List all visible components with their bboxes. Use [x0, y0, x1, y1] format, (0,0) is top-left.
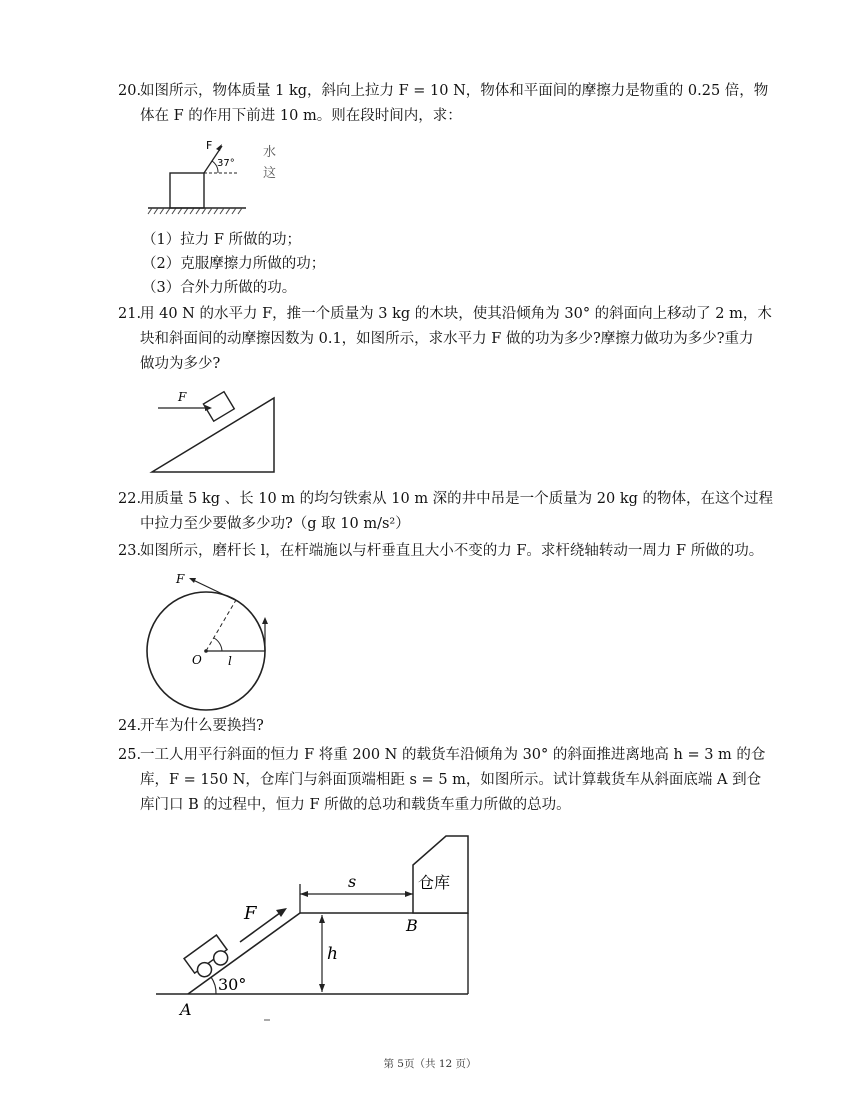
- question-text-line: 用质量 5 kg 、长 10 m 的均匀铁索从 10 m 深的井中吊是一个质量为 20 kg 的物体，在这个过程: [140, 491, 774, 507]
- question-text-line: 开车为什么要换挡?: [140, 718, 264, 734]
- figure-block-on-ground: [146, 136, 296, 218]
- question-number: 25.: [118, 747, 142, 763]
- question-text-line: 如图所示，物体质量 1 kg，斜向上拉力 F = 10 N，物体和平面间的摩擦力是物重的 0.25 倍，物: [140, 83, 769, 99]
- question-number: 21.: [118, 306, 142, 322]
- angle-label: 37°: [217, 158, 235, 169]
- question-22: [118, 487, 774, 537]
- side-char: 这: [263, 166, 277, 181]
- question-21: [118, 302, 772, 377]
- question-text-line: 中拉力至少要做多少功?（g 取 10 m/s²）: [140, 516, 410, 532]
- center-label: O: [192, 653, 202, 667]
- figure-cart-incline-warehouse: [150, 832, 480, 1026]
- question-text-line: 如图所示，磨杆长 l，在杆端施以与杆垂直且大小不变的力 F。求杆绕轴转动一周力 F 所做的功。: [140, 543, 764, 559]
- question-number: 22.: [118, 491, 142, 507]
- question-25: [118, 743, 768, 818]
- question-text-line: 用 40 N 的水平力 F，推一个质量为 3 kg 的木块，使其沿倾角为 30° 的斜面向上移动了 2 m，木: [140, 306, 772, 322]
- force-label: F: [176, 572, 185, 586]
- angle-label: 30°: [218, 975, 247, 994]
- force-label: F: [206, 139, 213, 152]
- question-23: [118, 539, 768, 564]
- sub-question: （2）克服摩擦力所做的功；: [142, 256, 326, 272]
- point-b-label: B: [406, 916, 418, 935]
- radius-label: l: [228, 654, 232, 668]
- question-text-line: 库，F = 150 N，仓库门与斜面顶端相距 s = 5 m，如图所示。试计算载货车从斜面底端 A 到仓: [140, 772, 762, 788]
- force-label: F: [178, 390, 187, 404]
- sub-question: （1）拉力 F 所做的功；: [142, 232, 302, 248]
- question-24: [118, 714, 768, 739]
- question-text-line: 一工人用平行斜面的恒力 F 将重 200 N 的载货车沿倾角为 30° 的斜面推进离地高 h = 3 m 的仓: [140, 747, 766, 763]
- question-number: 24.: [118, 718, 142, 734]
- question-text-line: 体在 F 的作用下前进 10 m。则在段时间内，求：: [140, 108, 462, 124]
- distance-label: s: [348, 872, 357, 891]
- question-text-line: 做功为多少?: [140, 356, 221, 372]
- point-a-label: A: [180, 1000, 192, 1019]
- warehouse-label: 仓库: [418, 873, 451, 892]
- question-number: 20.: [118, 83, 142, 99]
- question-20: [118, 79, 768, 129]
- side-char: 水: [263, 145, 277, 160]
- question-text-line: 块和斜面间的动摩擦因数为 0.1，如图所示，求水平力 F 做的功为多少?摩擦力做功为多少?重力: [140, 331, 754, 347]
- sub-question: （3）合外力所做的功。: [142, 280, 297, 296]
- force-label: F: [244, 903, 257, 924]
- page-footer: 第 5页（共 12 页）: [383, 1058, 477, 1070]
- question-number: 23.: [118, 543, 142, 559]
- figure-circle-rod: [140, 568, 280, 716]
- height-label: h: [327, 944, 338, 964]
- figure-incline-horizontal-force: [148, 386, 282, 476]
- question-text-line: 库门口 B 的过程中，恒力 F 所做的总功和载货车重力所做的总功。: [140, 797, 571, 813]
